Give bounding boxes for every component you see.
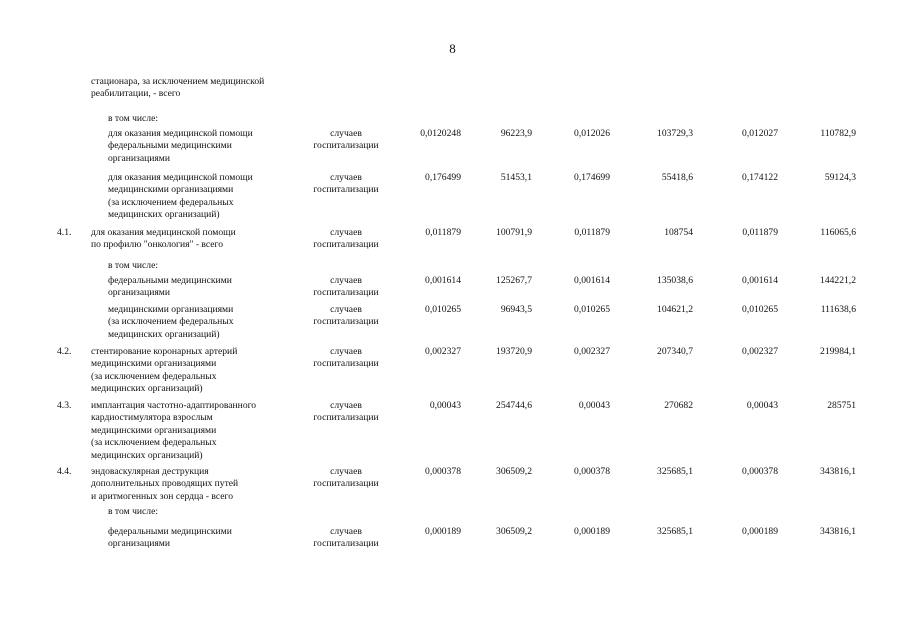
- value-cell: 125267,7: [496, 275, 532, 286]
- value-cell: 59124,3: [824, 172, 856, 183]
- value-cell: 343816,1: [820, 466, 856, 477]
- table-row: [0, 113, 905, 128]
- row-number: 4.2.: [57, 346, 72, 357]
- value-cell: 0,00043: [746, 400, 778, 411]
- value-cell: 343816,1: [820, 526, 856, 537]
- row-description: стационара, за исключением медицинской реабилитации, - всего: [91, 76, 265, 100]
- value-cell: 285751: [827, 400, 856, 411]
- data-table: [0, 76, 905, 556]
- value-cell: 306509,2: [496, 466, 532, 477]
- row-unit: случаев госпитализации: [313, 227, 379, 251]
- value-cell: 0,00043: [429, 400, 461, 411]
- value-cell: 108754: [664, 227, 693, 238]
- row-description: медицинскими организациями (за исключением федеральных медицинских организаций): [108, 304, 234, 340]
- value-cell: 0,000378: [742, 466, 778, 477]
- value-cell: 144221,2: [820, 275, 856, 286]
- row-description: федеральными медицинскими организациями: [108, 526, 232, 550]
- value-cell: 103729,3: [657, 128, 693, 139]
- value-cell: 96943,5: [500, 304, 532, 315]
- value-cell: 0,174122: [742, 172, 778, 183]
- value-cell: 0,001614: [574, 275, 610, 286]
- row-description: федеральными медицинскими организациями: [108, 275, 232, 299]
- value-cell: 110782,9: [820, 128, 856, 139]
- row-description: имплантация частотно-адаптированного кардиостимулятора взрослым медицинскими организациями (за исключением федеральных медицинских организаций): [91, 400, 257, 461]
- value-cell: 0,001614: [742, 275, 778, 286]
- value-cell: 306509,2: [496, 526, 532, 537]
- row-description: для оказания медицинской помощи по профилю "онкология" - всего: [91, 227, 236, 251]
- value-cell: 0,0120248: [420, 128, 461, 139]
- row-unit: случаев госпитализации: [313, 526, 379, 550]
- value-cell: 254744,6: [496, 400, 532, 411]
- value-cell: 270682: [664, 400, 693, 411]
- table-row: [0, 526, 905, 556]
- value-cell: 0,010265: [742, 304, 778, 315]
- value-cell: 0,011879: [425, 227, 461, 238]
- value-cell: 325685,1: [657, 526, 693, 537]
- value-cell: 0,001614: [425, 275, 461, 286]
- row-number: 4.3.: [57, 400, 72, 411]
- value-cell: 100791,9: [496, 227, 532, 238]
- value-cell: 193720,9: [496, 346, 532, 357]
- row-unit: случаев госпитализации: [313, 400, 379, 424]
- value-cell: 0,000189: [425, 526, 461, 537]
- row-unit: случаев госпитализации: [313, 172, 379, 196]
- value-cell: 104621,2: [657, 304, 693, 315]
- value-cell: 51453,1: [500, 172, 532, 183]
- row-description: для оказания медицинской помощи федеральными медицинскими организациями: [108, 128, 253, 164]
- row-description: эндоваскулярная деструкция дополнительных проводящих путей и аритмогенных зон сердца - всего: [91, 466, 239, 502]
- value-cell: 116065,6: [820, 227, 856, 238]
- table-row: [0, 128, 905, 172]
- row-unit: случаев госпитализации: [313, 275, 379, 299]
- row-number: 4.1.: [57, 227, 72, 238]
- value-cell: 0,000378: [425, 466, 461, 477]
- table-row: [0, 400, 905, 466]
- value-cell: 0,000378: [574, 466, 610, 477]
- value-cell: 0,011879: [574, 227, 610, 238]
- value-cell: 96223,9: [500, 128, 532, 139]
- table-row: [0, 172, 905, 227]
- row-description: стентирование коронарных артерий медицинскими организациями (за исключением федеральных медицинских организаций): [91, 346, 238, 395]
- row-number: 4.4.: [57, 466, 72, 477]
- value-cell: 0,010265: [425, 304, 461, 315]
- value-cell: 0,174699: [574, 172, 610, 183]
- row-description: для оказания медицинской помощи медицинскими организациями (за исключением федеральных медицинских организаций): [108, 172, 253, 221]
- table-row: [0, 506, 905, 526]
- value-cell: 0,002327: [425, 346, 461, 357]
- value-cell: 207340,7: [657, 346, 693, 357]
- table-row: [0, 76, 905, 113]
- table-row: [0, 227, 905, 260]
- value-cell: 325685,1: [657, 466, 693, 477]
- value-cell: 111638,6: [820, 304, 856, 315]
- value-cell: 0,011879: [742, 227, 778, 238]
- value-cell: 0,176499: [425, 172, 461, 183]
- value-cell: 0,000189: [574, 526, 610, 537]
- row-description: в том числе:: [108, 113, 159, 124]
- value-cell: 0,012026: [574, 128, 610, 139]
- value-cell: 219984,1: [820, 346, 856, 357]
- table-row: [0, 304, 905, 346]
- row-unit: случаев госпитализации: [313, 346, 379, 370]
- page-number: 8: [449, 41, 456, 56]
- table-row: [0, 275, 905, 304]
- value-cell: 55418,6: [661, 172, 693, 183]
- row-unit: случаев госпитализации: [313, 304, 379, 328]
- value-cell: 135038,6: [657, 275, 693, 286]
- value-cell: 0,000189: [742, 526, 778, 537]
- table-row: [0, 346, 905, 400]
- table-row: [0, 466, 905, 506]
- value-cell: 0,010265: [574, 304, 610, 315]
- value-cell: 0,00043: [578, 400, 610, 411]
- row-description: в том числе:: [108, 260, 159, 271]
- value-cell: 0,012027: [742, 128, 778, 139]
- row-unit: случаев госпитализации: [313, 128, 379, 152]
- row-unit: случаев госпитализации: [313, 466, 379, 490]
- row-description: в том числе:: [108, 506, 159, 517]
- table-row: [0, 260, 905, 275]
- value-cell: 0,002327: [574, 346, 610, 357]
- value-cell: 0,002327: [742, 346, 778, 357]
